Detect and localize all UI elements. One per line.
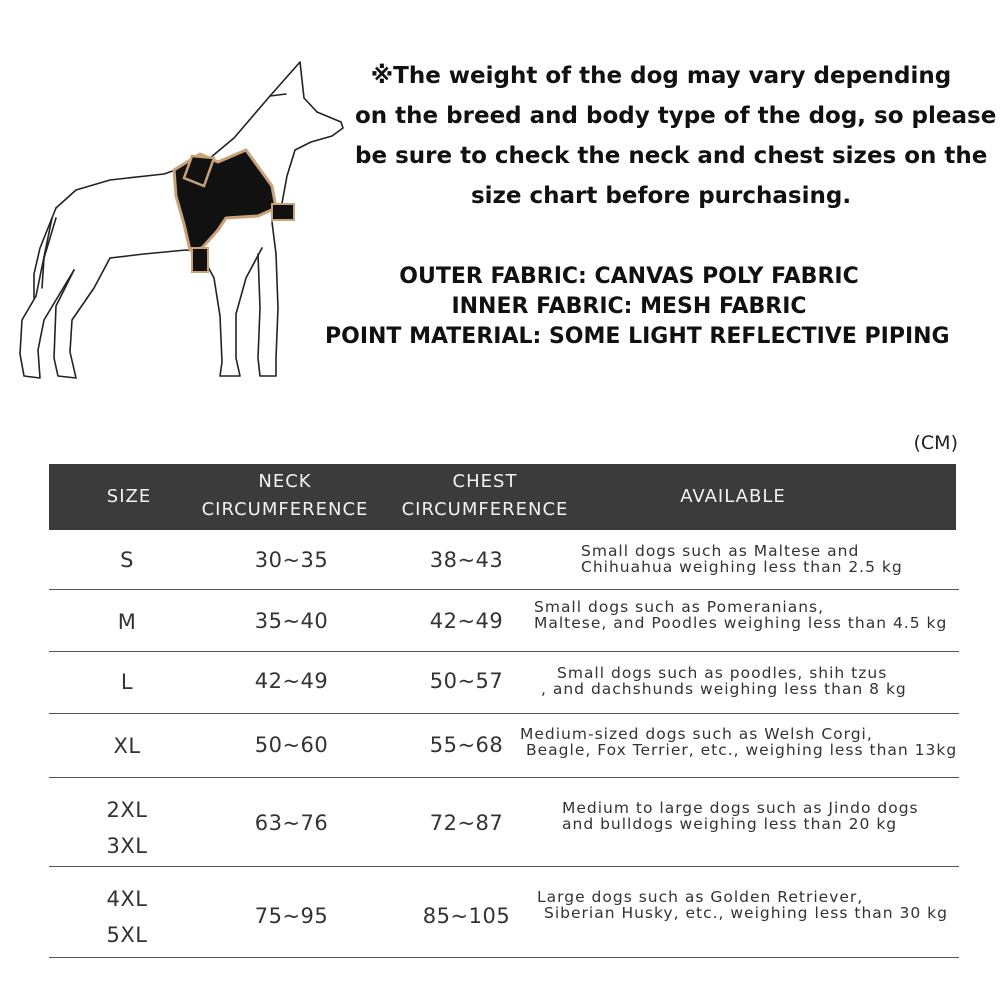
available-line: , and dachshunds weighing less than 8 kg [541, 680, 907, 698]
chest-cell: 72~87 [429, 811, 504, 835]
header-chest-line: CHEST [452, 471, 518, 492]
available-line: Beagle, Fox Terrier, etc., weighing less than 13kg [526, 741, 958, 759]
available-cell [562, 800, 919, 832]
available-line: Chihuahua weighing less than 2.5 kg [581, 558, 903, 576]
size-cell [77, 548, 177, 572]
table-header [49, 464, 956, 530]
header-neck-line: CIRCUMFERENCE [201, 499, 369, 520]
chest-cell: 55~68 [429, 733, 504, 757]
size-cell [77, 792, 177, 864]
neck-cell: 35~40 [254, 609, 329, 633]
available-line: Small dogs such as poodles, shih tzus [557, 664, 888, 682]
header-available: AVAILABLE [680, 486, 786, 507]
size-chart-table [49, 464, 959, 958]
size-cell [77, 881, 177, 953]
neck-cell: 50~60 [254, 733, 329, 757]
size-value: L [120, 670, 134, 694]
available-line: and bulldogs weighing less than 20 kg [562, 815, 898, 833]
table-body [49, 530, 959, 958]
size-value: M [117, 610, 137, 634]
available-line: Medium to large dogs such as Jindo dogs [562, 799, 919, 817]
neck-cell: 42~49 [254, 669, 329, 693]
size-value: 2XL [106, 798, 148, 822]
unit-label: (CM) [913, 432, 958, 454]
notice-line: be sure to check the neck and chest sizes on the [355, 143, 988, 169]
available-cell [537, 889, 948, 921]
point-material: POINT MATERIAL: SOME LIGHT REFLECTIVE PIPING [325, 324, 950, 349]
available-line: Small dogs such as Pomeranians, [534, 598, 825, 616]
neck-cell: 30~35 [254, 548, 329, 572]
neck-cell: 75~95 [254, 904, 329, 928]
header-chest [399, 468, 571, 524]
chest-cell: 50~57 [429, 669, 504, 693]
available-cell [520, 726, 957, 758]
size-value: 4XL [106, 887, 148, 911]
header-neck-line: NECK [258, 471, 312, 492]
size-value: S [120, 548, 134, 572]
available-cell [541, 665, 907, 697]
notice-line: ※The weight of the dog may vary depending [370, 63, 952, 89]
chest-cell: 38~43 [429, 548, 504, 572]
available-line: Small dogs such as Maltese and [581, 542, 860, 560]
neck-cell: 63~76 [254, 811, 329, 835]
outer-fabric: OUTER FABRIC: CANVAS POLY FABRIC [399, 264, 859, 289]
available-line: Large dogs such as Golden Retriever, [537, 888, 864, 906]
table-row [49, 714, 959, 778]
header-size: SIZE [106, 486, 152, 507]
size-cell [77, 734, 177, 758]
table-row [49, 867, 959, 958]
size-value: XL [113, 734, 141, 758]
available-cell [534, 599, 947, 631]
size-value: 5XL [106, 923, 148, 947]
materials-info [325, 262, 950, 352]
size-cell [77, 670, 177, 694]
size-cell [77, 610, 177, 634]
available-cell [581, 543, 903, 575]
header-neck [199, 468, 371, 524]
weight-notice [355, 56, 997, 216]
table-row [49, 530, 959, 590]
inner-fabric: INNER FABRIC: MESH FABRIC [451, 294, 807, 319]
chest-cell: 85~105 [422, 904, 511, 928]
size-value: 3XL [106, 834, 148, 858]
table-row [49, 778, 959, 867]
header-chest-line: CIRCUMFERENCE [401, 499, 569, 520]
available-line: Siberian Husky, etc., weighing less than 30 kg [544, 904, 948, 922]
table-row [49, 590, 959, 652]
notice-line: size chart before purchasing. [470, 183, 852, 209]
available-line: Maltese, and Poodles weighing less than 4.5 kg [534, 614, 948, 632]
dog-harness-illustration [14, 58, 348, 384]
available-line: Medium-sized dogs such as Welsh Corgi, [520, 725, 873, 743]
table-row [49, 652, 959, 714]
notice-line: on the breed and body type of the dog, so please [355, 103, 997, 129]
chest-cell: 42~49 [429, 609, 504, 633]
